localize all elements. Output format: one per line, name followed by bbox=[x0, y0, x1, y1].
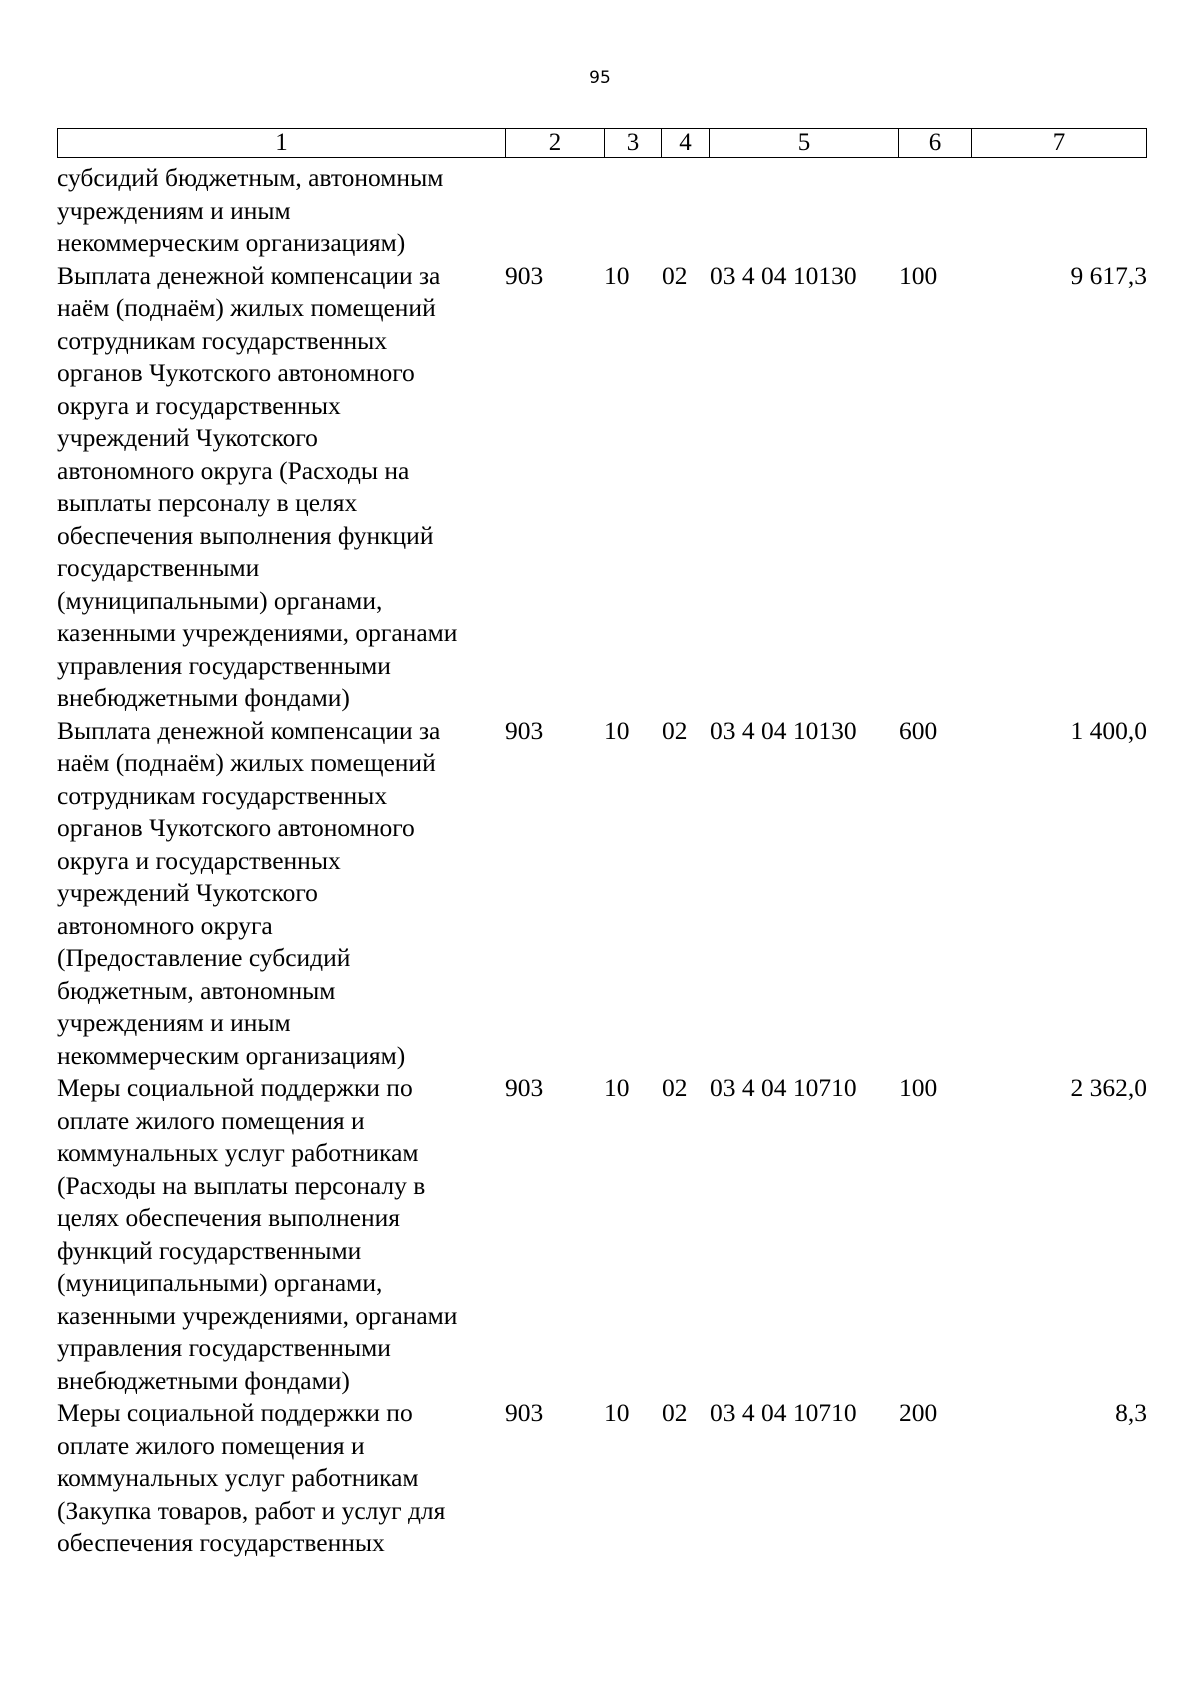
row-description: Меры социальной поддержки по оплате жилого помещения и коммунальных услуг работникам (Расходы на выплаты персоналу в целях обеспечения выполнения функций государственными (муниципальными) органами, казенными учреждениями, органами управления государственными внебюджетными фондами) bbox=[57, 1073, 458, 1395]
row-description: Выплата денежной компенсации за наём (поднаём) жилых помещений сотрудникам государственных органов Чукотского автономного округа и государственных учреждений Чукотского автономного округа (Предоставление субсидий бюджетным, автономным учреждениям и иным некоммерческим организациям) bbox=[57, 715, 441, 1070]
row-ministry-code: 903 bbox=[505, 1398, 544, 1427]
row-ministry-code: 903 bbox=[505, 260, 544, 290]
table-header-row bbox=[57, 128, 1147, 158]
table-row bbox=[57, 715, 1147, 1073]
row-amount: 9 617,3 bbox=[1070, 260, 1147, 290]
row-target-article: 03 4 04 10130 bbox=[710, 715, 857, 745]
continuation-row bbox=[57, 162, 1147, 260]
row-section-code: 10 bbox=[604, 260, 630, 290]
row-expense-type: 100 bbox=[899, 1073, 938, 1102]
table-row bbox=[57, 260, 1147, 715]
row-target-article: 03 4 04 10130 bbox=[710, 260, 857, 290]
row-subsection-code: 02 bbox=[662, 715, 688, 745]
column-header-1: 1 bbox=[58, 129, 506, 157]
row-subsection-code: 02 bbox=[662, 1073, 688, 1102]
row-subsection-code: 02 bbox=[662, 1398, 688, 1427]
continuation-text: субсидий бюджетным, автономным учреждениям и иным некоммерческим организациям) bbox=[57, 163, 444, 257]
row-expense-type: 600 bbox=[899, 715, 938, 745]
column-header-6: 6 bbox=[899, 129, 972, 157]
table-body bbox=[57, 162, 1147, 1560]
row-ministry-code: 903 bbox=[505, 715, 544, 745]
row-description: Выплата денежной компенсации за наём (поднаём) жилых помещений сотрудникам государственных органов Чукотского автономного округа и государственных учреждений Чукотского автономного округа (Расходы на выплаты персоналу в целях обеспечения выполнения функций государственными (муниципальными) органами, казенными учреждениями, органами управления государственными внебюджетными фондами) bbox=[57, 260, 458, 712]
table-row bbox=[57, 1072, 1147, 1397]
column-header-3: 3 bbox=[605, 129, 662, 157]
column-header-4: 4 bbox=[662, 129, 710, 157]
row-amount: 2 362,0 bbox=[1070, 1073, 1147, 1102]
table-row bbox=[57, 1397, 1147, 1560]
row-target-article: 03 4 04 10710 bbox=[710, 1398, 857, 1427]
row-target-article: 03 4 04 10710 bbox=[710, 1073, 857, 1102]
column-header-7: 7 bbox=[1052, 129, 1066, 156]
row-subsection-code: 02 bbox=[662, 260, 688, 290]
row-section-code: 10 bbox=[604, 715, 630, 745]
row-expense-type: 200 bbox=[899, 1398, 938, 1427]
row-section-code: 10 bbox=[604, 1073, 630, 1102]
column-header-2: 2 bbox=[506, 129, 605, 157]
row-description: Меры социальной поддержки по оплате жилого помещения и коммунальных услуг работникам (Закупка товаров, работ и услуг для обеспечения государственных bbox=[57, 1398, 446, 1557]
column-header-5: 5 bbox=[710, 129, 899, 157]
row-amount: 8,3 bbox=[1115, 1398, 1147, 1427]
row-expense-type: 100 bbox=[899, 260, 938, 290]
row-section-code: 10 bbox=[604, 1398, 630, 1427]
row-amount: 1 400,0 bbox=[1070, 715, 1147, 745]
row-ministry-code: 903 bbox=[505, 1073, 544, 1102]
page-number: 95 bbox=[589, 68, 611, 88]
